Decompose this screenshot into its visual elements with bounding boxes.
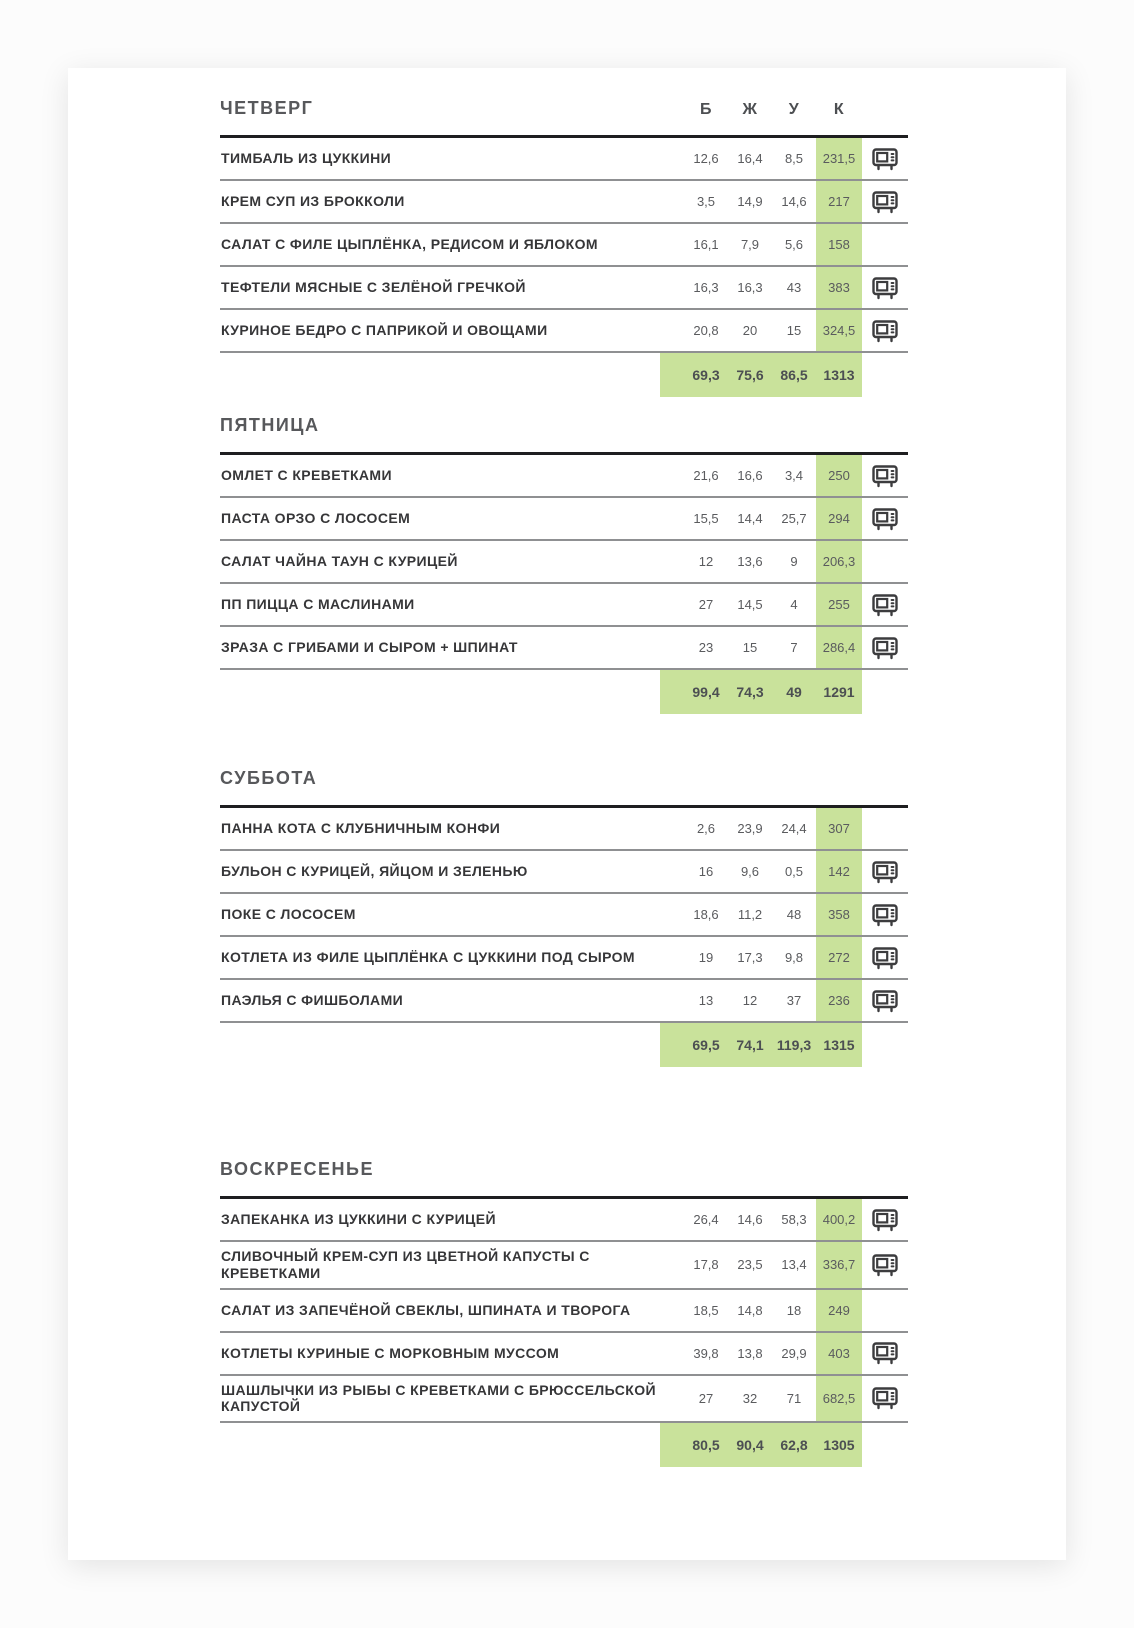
calories-value: 217 [816, 181, 862, 222]
dish-name: ЗРАЗА С ГРИБАМИ И СЫРОМ + ШПИНАТ [221, 639, 518, 656]
recipe-video-icon[interactable] [872, 276, 898, 300]
recipe-video-icon[interactable] [872, 989, 898, 1013]
total-fat: 74,1 [736, 1037, 764, 1053]
table-row [220, 181, 908, 224]
calories-value: 336,7 [816, 1242, 862, 1288]
fat-value: 9,6 [740, 864, 760, 879]
calories-value: 383 [816, 267, 862, 308]
calories-value: 249 [816, 1290, 862, 1331]
calories-value: 158 [816, 224, 862, 265]
totals-row [220, 1423, 908, 1467]
table-row [220, 310, 908, 353]
calories-value: 324,5 [816, 310, 862, 351]
recipe-video-icon[interactable] [872, 860, 898, 884]
total-calories: 1315 [823, 1037, 855, 1053]
protein-value: 17,8 [693, 1257, 719, 1273]
table-row [220, 1333, 908, 1376]
dish-name: ТЕФТЕЛИ МЯСНЫЕ С ЗЕЛЁНОЙ ГРЕЧКОЙ [221, 279, 526, 296]
calories-value: 206,3 [816, 541, 862, 582]
calories-value: 250 [816, 455, 862, 496]
recipe-video-icon[interactable] [872, 1341, 898, 1365]
table-row [220, 541, 908, 584]
protein-value: 23 [698, 640, 714, 655]
protein-value: 27 [698, 1390, 714, 1406]
protein-value: 3,5 [696, 194, 716, 209]
dish-name: САЛАТ ИЗ ЗАПЕЧЁНОЙ СВЕКЛЫ, ШПИНАТА И ТВОРОГА [221, 1301, 631, 1318]
carbs-value: 0,5 [784, 864, 804, 879]
carbs-value: 29,9 [781, 1345, 807, 1361]
total-protein: 69,5 [692, 1037, 720, 1053]
dish-name: БУЛЬОН С КУРИЦЕЙ, ЯЙЦОМ И ЗЕЛЕНЬЮ [221, 863, 528, 880]
calories-value: 255 [816, 584, 862, 625]
protein-value: 19 [698, 950, 714, 965]
section-friday [220, 415, 908, 714]
table-row [220, 808, 908, 851]
dish-name: КРЕМ СУП ИЗ БРОККОЛИ [221, 193, 405, 210]
table-row [220, 224, 908, 267]
dish-name: ШАШЛЫЧКИ ИЗ РЫБЫ С КРЕВЕТКАМИ С БРЮССЕЛЬСКОЙ КАПУСТОЙ [221, 1381, 656, 1415]
table-row [220, 1376, 908, 1424]
fat-value: 16,6 [737, 468, 763, 483]
recipe-video-icon[interactable] [872, 190, 898, 214]
total-fat: 90,4 [736, 1437, 764, 1454]
fat-value: 7,9 [740, 237, 760, 252]
table-row [220, 1242, 908, 1290]
recipe-video-icon[interactable] [872, 946, 898, 970]
carbs-value: 5,6 [784, 237, 804, 252]
dish-name: ЗАПЕКАНКА ИЗ ЦУККИНИ С КУРИЦЕЙ [221, 1211, 496, 1228]
section-saturday [220, 768, 908, 1067]
calories-value: 400,2 [816, 1199, 862, 1240]
carbs-value: 13,4 [781, 1257, 807, 1273]
protein-value: 18,6 [693, 907, 719, 922]
fat-value: 20 [742, 323, 758, 338]
table-row [220, 267, 908, 310]
total-carbs: 119,3 [776, 1037, 812, 1053]
table-row [220, 1199, 908, 1242]
dish-name: ТИМБАЛЬ ИЗ ЦУККИНИ [221, 150, 392, 167]
meal-table-friday [220, 452, 908, 714]
carbs-value: 24,4 [781, 821, 807, 836]
calories-value: 307 [816, 808, 862, 849]
protein-value: 16,1 [693, 237, 719, 252]
totals-row [220, 1023, 908, 1067]
carbs-value: 37 [786, 993, 802, 1008]
protein-value: 2,6 [696, 821, 716, 836]
table-row [220, 980, 908, 1023]
fat-value: 12 [742, 993, 758, 1008]
fat-value: 13,8 [737, 1345, 763, 1361]
dish-name: САЛАТ ЧАЙНА ТАУН С КУРИЦЕЙ [221, 553, 458, 570]
total-calories: 1305 [823, 1437, 855, 1454]
day-title-thursday: ЧЕТВЕРГ [220, 98, 314, 118]
fat-value: 14,9 [737, 194, 763, 209]
dish-name: САЛАТ С ФИЛЕ ЦЫПЛЁНКА, РЕДИСОМ И ЯБЛОКОМ [221, 236, 598, 253]
fat-value: 14,4 [737, 511, 763, 526]
dish-name: ПОКЕ С ЛОСОСЕМ [221, 906, 356, 923]
dish-name: КОТЛЕТА ИЗ ФИЛЕ ЦЫПЛЁНКА С ЦУККИНИ ПОД СЫРОМ [221, 949, 635, 966]
total-carbs: 62,8 [780, 1437, 808, 1454]
fat-value: 23,9 [737, 821, 763, 836]
calories-value: 403 [816, 1333, 862, 1374]
recipe-video-icon[interactable] [872, 319, 898, 343]
carbs-value: 58,3 [781, 1212, 807, 1227]
calories-value: 294 [816, 498, 862, 539]
calories-value: 272 [816, 937, 862, 978]
dish-name: ПП ПИЦЦА С МАСЛИНАМИ [221, 596, 415, 613]
protein-value: 21,6 [693, 468, 719, 483]
calories-value: 286,4 [816, 627, 862, 668]
meal-table-saturday [220, 805, 908, 1067]
table-row [220, 894, 908, 937]
carbs-value: 7 [790, 640, 798, 655]
protein-value: 27 [698, 597, 714, 612]
carbs-value: 4 [790, 597, 798, 612]
totals-row [220, 670, 908, 714]
day-title-sunday: ВОСКРЕСЕНЬЕ [220, 1159, 374, 1179]
carbs-value: 9,8 [784, 950, 804, 965]
protein-value: 16,3 [693, 280, 719, 295]
calories-value: 236 [816, 980, 862, 1021]
table-row [220, 627, 908, 670]
column-header-calories: К [833, 101, 845, 118]
recipe-video-icon[interactable] [872, 147, 898, 171]
fat-value: 23,5 [737, 1257, 763, 1273]
total-protein: 99,4 [692, 684, 720, 700]
fat-value: 14,5 [737, 597, 763, 612]
day-title-friday: ПЯТНИЦА [220, 415, 320, 435]
section-sunday [220, 1159, 908, 1467]
carbs-value: 71 [786, 1390, 802, 1406]
column-header-protein: Б [700, 101, 712, 118]
protein-value: 20,8 [693, 323, 719, 338]
protein-value: 39,8 [693, 1345, 719, 1361]
recipe-video-icon[interactable] [872, 636, 898, 660]
day-title-saturday: СУББОТА [220, 768, 318, 788]
fat-value: 32 [742, 1390, 758, 1406]
protein-value: 15,5 [693, 511, 719, 526]
carbs-value: 15 [786, 323, 802, 338]
dish-name: КУРИНОЕ БЕДРО С ПАПРИКОЙ И ОВОЩАМИ [221, 322, 548, 339]
calories-value: 682,5 [816, 1376, 862, 1422]
carbs-value: 43 [786, 280, 802, 295]
carbs-value: 3,4 [784, 468, 804, 483]
fat-value: 14,6 [737, 1212, 763, 1227]
fat-value: 13,6 [737, 554, 763, 569]
protein-value: 16 [698, 864, 714, 879]
protein-value: 13 [698, 993, 714, 1008]
dish-name: СЛИВОЧНЫЙ КРЕМ-СУП ИЗ ЦВЕТНОЙ КАПУСТЫ С КРЕВЕТКАМИ [221, 1248, 590, 1281]
section-thursday [220, 98, 908, 397]
calories-value: 142 [816, 851, 862, 892]
table-row [220, 138, 908, 181]
recipe-video-icon[interactable] [872, 1253, 898, 1277]
table-row [220, 498, 908, 541]
column-header-carbs: У [788, 101, 800, 118]
fat-value: 11,2 [737, 907, 763, 922]
fat-value: 16,3 [737, 280, 763, 295]
calories-value: 231,5 [816, 138, 862, 179]
total-protein: 69,3 [692, 367, 720, 383]
carbs-value: 48 [786, 907, 802, 922]
recipe-video-icon[interactable] [872, 464, 898, 488]
dish-name: ПАННА КОТА С КЛУБНИЧНЫМ КОНФИ [221, 820, 501, 837]
protein-value: 12 [698, 554, 714, 569]
recipe-video-icon[interactable] [872, 593, 898, 617]
table-row [220, 937, 908, 980]
fat-value: 17,3 [737, 950, 763, 965]
fat-value: 15 [742, 640, 758, 655]
recipe-video-icon[interactable] [872, 1386, 898, 1410]
carbs-value: 14,6 [781, 194, 807, 209]
totals-row [220, 353, 908, 397]
table-row [220, 584, 908, 627]
dish-name: ОМЛЕТ С КРЕВЕТКАМИ [221, 467, 392, 484]
total-protein: 80,5 [692, 1437, 720, 1454]
carbs-value: 25,7 [781, 511, 807, 526]
dish-name: ПАСТА ОРЗО С ЛОСОСЕМ [221, 510, 411, 527]
calories-value: 358 [816, 894, 862, 935]
dish-name: КОТЛЕТЫ КУРИНЫЕ С МОРКОВНЫМ МУССОМ [221, 1344, 560, 1361]
total-fat: 75,6 [736, 367, 764, 383]
dish-name: ПАЭЛЬЯ С ФИШБОЛАМИ [221, 992, 404, 1009]
fat-value: 16,4 [737, 151, 763, 166]
recipe-video-icon[interactable] [872, 903, 898, 927]
fat-value: 14,8 [737, 1302, 763, 1318]
total-fat: 74,3 [736, 684, 764, 700]
carbs-value: 9 [790, 554, 798, 569]
table-row [220, 455, 908, 498]
carbs-value: 18 [786, 1302, 802, 1318]
carbs-value: 8,5 [784, 151, 804, 166]
protein-value: 26,4 [693, 1212, 719, 1227]
total-carbs: 86,5 [780, 367, 808, 383]
total-calories: 1291 [823, 684, 855, 700]
total-carbs: 49 [786, 684, 802, 700]
protein-value: 12,6 [693, 151, 719, 166]
total-calories: 1313 [823, 367, 855, 383]
recipe-video-icon[interactable] [872, 1208, 898, 1232]
table-row [220, 851, 908, 894]
protein-value: 18,5 [693, 1302, 719, 1318]
meal-table-thursday [220, 135, 908, 397]
meal-table-sunday [220, 1196, 908, 1467]
table-row [220, 1290, 908, 1333]
document-page [68, 68, 1066, 1560]
recipe-video-icon[interactable] [872, 507, 898, 531]
column-header-fat: Ж [742, 101, 758, 118]
